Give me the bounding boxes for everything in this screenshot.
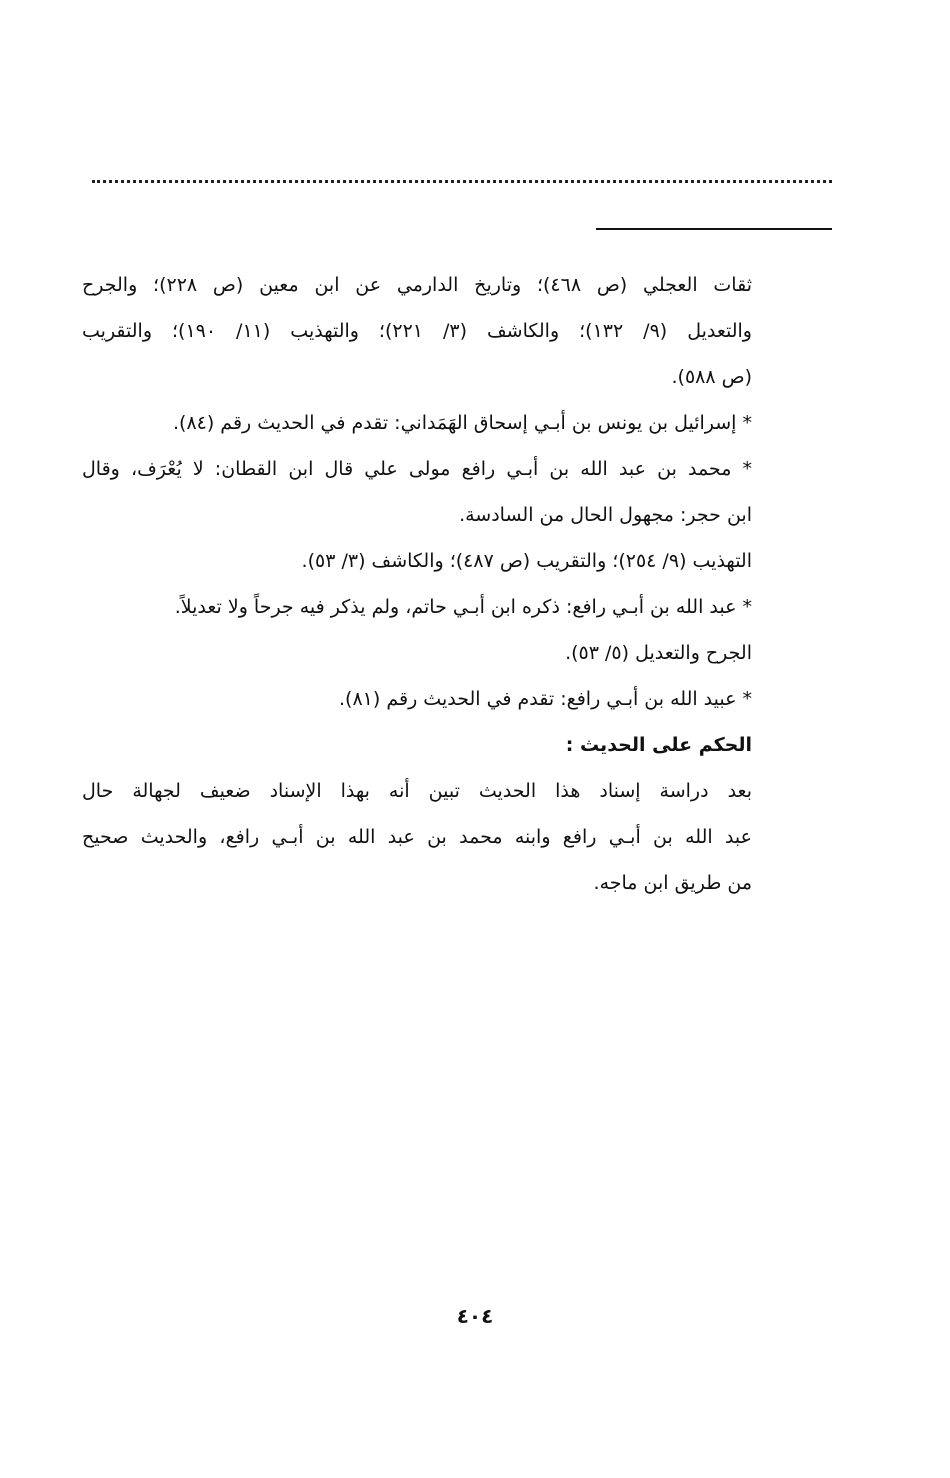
page-number: ٤٠٤	[456, 1304, 494, 1328]
narrator-entry: * إسرائيل بن يونس بن أبـي إسحاق الهَمَداني: تقدم في الحديث رقم (٨٤).	[172, 412, 752, 434]
reference-line: الجرح والتعديل (٥/ ٥٣).	[565, 642, 752, 664]
text-line: ثقات العجلي (ص ٤٦٨)؛ وتاريخ الدارمي عن ابن معين (ص ٢٢٨)؛ والجرح	[82, 274, 752, 296]
dotted-separator	[92, 180, 832, 183]
page-body	[82, 262, 752, 906]
section-heading: الحكم على الحديث :	[565, 734, 752, 756]
text-line: ابن حجر: مجهول الحال من السادسة.	[459, 504, 752, 526]
text-line: والتعديل (٩/ ١٣٢)؛ والكاشف (٣/ ٢٢١)؛ والتهذيب (١١/ ١٩٠)؛ والتقريب	[82, 320, 752, 342]
text-line: بعد دراسة إسناد هذا الحديث تبين أنه بهذا الإسناد ضعيف لجهالة حال	[82, 780, 752, 802]
footnote-rule	[596, 228, 832, 230]
narrator-entry: * محمد بن عبد الله بن أبـي رافع مولى علي قال ابن القطان: لا يُعْرَف، وقال	[82, 458, 752, 480]
text-line: (ص ٥٨٨).	[671, 366, 752, 388]
narrator-entry: * عبيد الله بن أبـي رافع: تقدم في الحديث رقم (٨١).	[339, 688, 752, 710]
text-line: عبد الله بن أبـي رافع وابنه محمد بن عبد الله بن أبـي رافع، والحديث صحيح	[82, 826, 752, 848]
text-line: من طريق ابن ماجه.	[593, 872, 752, 894]
narrator-entry: * عبد الله بن أبـي رافع: ذكره ابن أبـي حاتم، ولم يذكر فيه جرحاً ولا تعديلاً.	[174, 596, 752, 618]
reference-line: التهذيب (٩/ ٢٥٤)؛ والتقريب (ص ٤٨٧)؛ والكاشف (٣/ ٥٣).	[301, 550, 752, 572]
